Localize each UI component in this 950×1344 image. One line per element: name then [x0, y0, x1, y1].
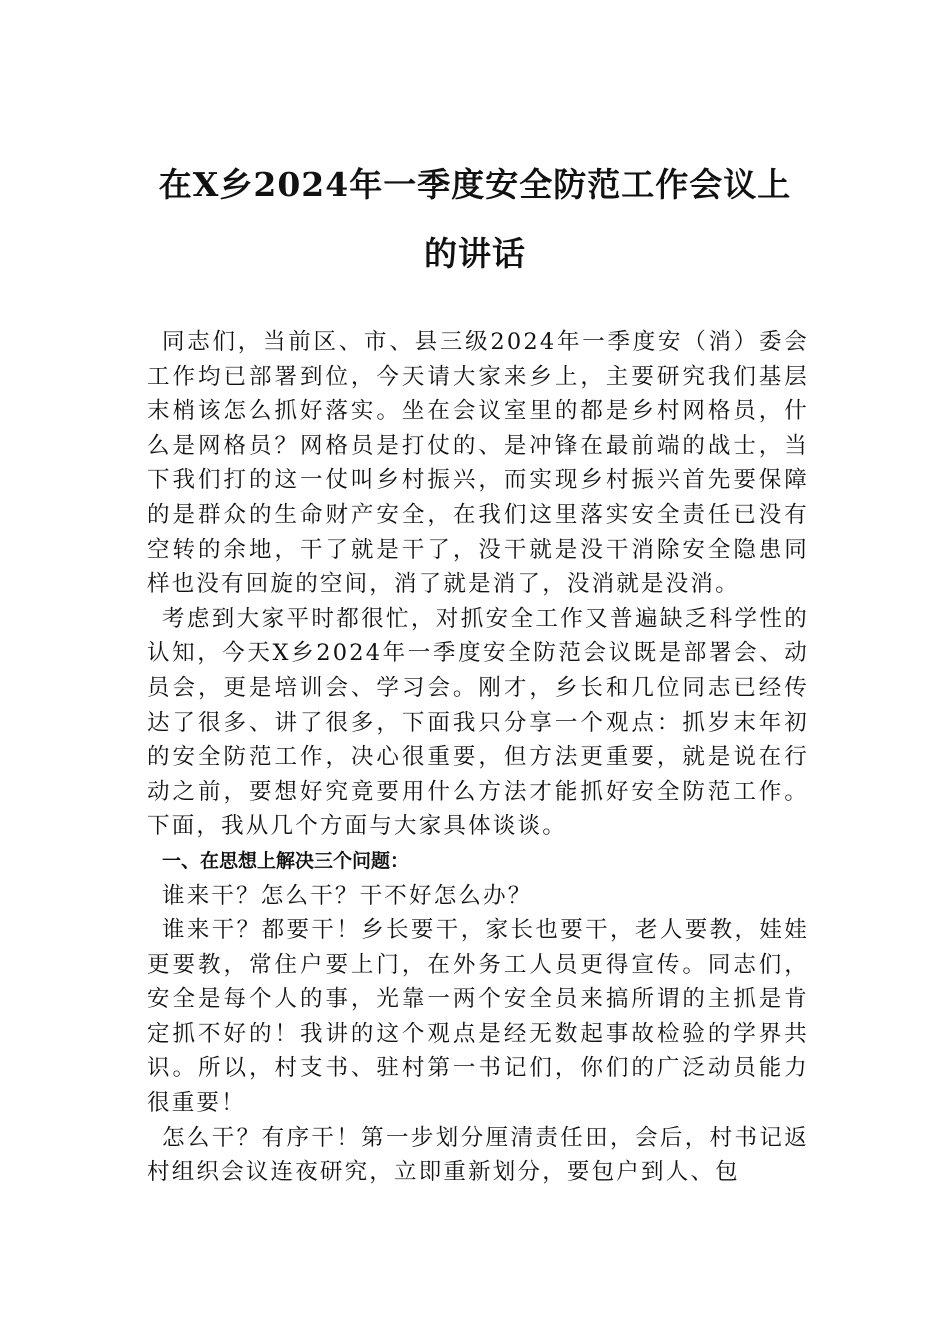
title-line-2: 的讲话: [424, 234, 526, 273]
paragraph: 谁来干？怎么干？干不好怎么办？: [162, 882, 533, 909]
document-body: [147, 325, 809, 1190]
title-line-1: 在X乡2024年一季度安全防范工作会议上: [158, 165, 792, 204]
paragraph: 同志们，当前区、市、县三级2024年一季度安（消）委会工作均已部署到位，今天请大家来乡上，主要研究我们基层末梢该怎么抓好落实。坐在会议室里的都是乡村网格员，什么是网格员？网格员是打仗的、是冲锋在最前端的战士，当下我们打的这一仗叫乡村振兴，而实现乡村振兴首先要保障的是群众的生命财产安全，在我们这里落实安全责任已没有空转的余地，干了就是干了，没干就是没干消除安全隐患同样也没有回旋的空间，消了就是消了，没消就是没消。: [147, 329, 809, 598]
paragraph: 怎么干？有序干！第一步划分厘清责任田，会后，村书记返村组织会议连夜研究，立即重新划分，要包户到人、包: [147, 1124, 809, 1186]
paragraph: 考虑到大家平时都很忙，对抓安全工作又普遍缺乏科学性的认知，今天X乡2024年一季度安全防范会议既是部署会、动员会，更是培训会、学习会。刚才，乡长和几位同志已经传达了很多、讲了很多，下面我只分享一个观点：抓岁末年初的安全防范工作，决心很重要，但方法更重要，就是说在行动之前，要想好究竟要用什么方法才能抓好安全防范工作。下面，我从几个方面与大家具体谈谈。: [147, 605, 809, 840]
paragraph: 谁来干？都要干！乡长要干，家长也要干，老人要教，娃娃更要教，常住户要上门，在外务工人员更得宣传。同志们，安全是每个人的事，光靠一两个安全员来搞所谓的主抓是肯定抓不好的！我讲的这个观点是经无数起事故检验的学界共识。所以，村支书、驻村第一书记们，你们的广泛动员能力很重要！: [147, 917, 809, 1117]
section-heading: 一、在思想上解决三个问题：: [162, 849, 410, 872]
